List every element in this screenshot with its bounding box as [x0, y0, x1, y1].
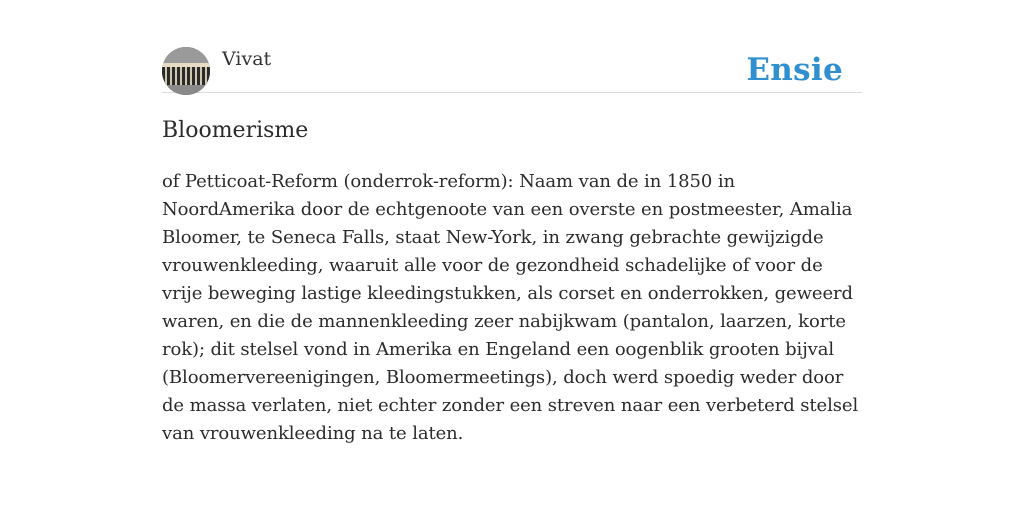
entry-body: of Petticoat-Reform (onderrok-reform): Naam van de in 1850 in NoordAmerika door de echtgenoote van een overste en postmeester, Amalia Bloomer, te Seneca Falls, staat New-York, in zwang gebrachte gewijzigde vrouwenkleeding, waaruit alle voor de gezondheid schadelijke of voor de vrije beweging lastige kleedingstukken, als corset en onderrokken, geweerd waren, en die de mannenkleeding zeer nabijkwam (pantalon, laarzen, korte rok); dit stelsel vond in Amerika en Engeland een oogenblik grooten bijval (Bloomervereenigingen, Bloomermeetings), doch werd spoedig weder door de massa verlaten, niet echter zonder een streven naar een verbeterd stelsel van vrouwenkleeding na te laten. — [162, 171, 859, 444]
entry-title: Bloomerisme — [162, 118, 309, 143]
brand-logo[interactable]: Ensie — [746, 52, 843, 88]
header — [162, 47, 862, 93]
author-name[interactable]: Vivat — [222, 48, 272, 70]
avatar-image — [162, 47, 210, 95]
avatar[interactable] — [162, 47, 210, 95]
